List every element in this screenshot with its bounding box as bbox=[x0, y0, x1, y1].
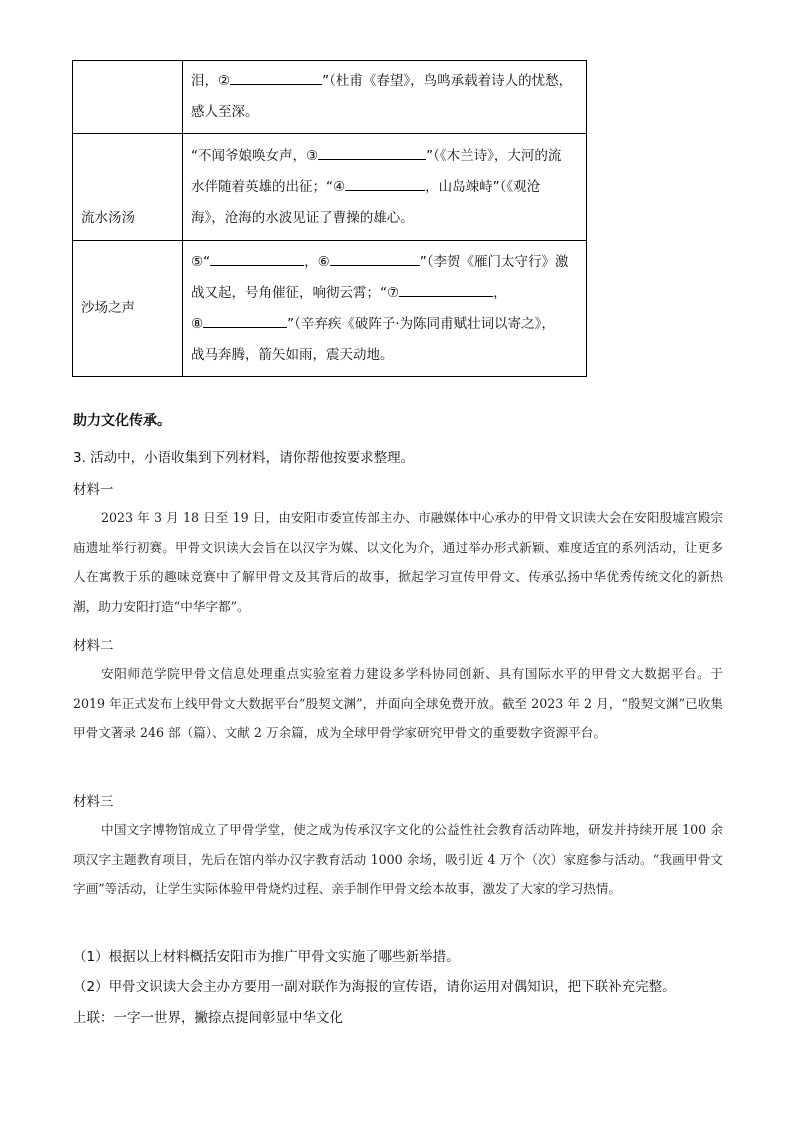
material-3-text: 中国文字博物馆成立了甲骨学堂，使之成为传承汉字文化的公益性社会教育活动阵地，研发并持续开展 100 余项汉字主题教育项目，先后在馆内举办汉字教育活动 1000 余场，吸引近 4 万个（次）家庭参与活动。“我画甲骨文字画”等活动，让学生实际体验甲骨烧灼过程、亲手制作甲骨文绘本故事，激发了大家的学习热情。 bbox=[73, 822, 723, 896]
answer-blank-3[interactable] bbox=[318, 145, 426, 160]
answer-blank-4[interactable] bbox=[345, 176, 425, 191]
answer-blank-8[interactable] bbox=[203, 313, 287, 328]
table-row bbox=[73, 61, 587, 134]
content-cell: 泪，② ”（杜甫《春望》，鸟鸣承载着诗人的忧愁， 感人至深。 bbox=[183, 61, 587, 134]
poem-table bbox=[72, 60, 587, 377]
answer-blank-5[interactable] bbox=[210, 251, 304, 266]
answer-blank-7[interactable] bbox=[399, 282, 493, 297]
table-row bbox=[73, 134, 587, 241]
material-3-label: 材料三 bbox=[73, 794, 114, 810]
question-3: 3. 活动中，小语收集到下列材料，请你帮他按要求整理。 bbox=[73, 450, 415, 466]
theme-cell: 沙场之声 bbox=[73, 241, 183, 377]
sub-question-2: （2）甲骨文识读大会主办方要用一副对联作为海报的宣传语，请你运用对偶知识，把下联补充完整。 bbox=[73, 979, 676, 995]
material-1-text: 2023 年 3 月 18 日至 19 日，由安阳市委宣传部主办、市融媒体中心承办的甲骨文识读大会在安阳殷墟宫殿宗庙遗址举行初赛。甲骨文识读大会旨在以汉字为媒、以文化为介，通过举办形式新颖、难度适宜的系列活动，让更多人在寓教于乐的趣味竞赛中了解甲骨文及其背后的故事，掀起学习宣传甲骨文、传承弘扬中华优秀传统文化的新热潮，助力安阳打造“中华字都”。 bbox=[73, 510, 723, 614]
section-title: 助力文化传承。 bbox=[73, 413, 171, 429]
material-2-label: 材料二 bbox=[73, 638, 114, 654]
theme-cell: 流水汤汤 bbox=[73, 134, 183, 241]
theme-cell bbox=[73, 61, 183, 134]
answer-blank-2[interactable] bbox=[230, 70, 322, 85]
answer-blank-6[interactable] bbox=[330, 251, 420, 266]
couplet-upper: 上联：一字一世界，撇捺点提间彰显中华文化 bbox=[73, 1010, 343, 1026]
sub-question-1: （1）根据以上材料概括安阳市为推广甲骨文实施了哪些新举措。 bbox=[73, 949, 460, 965]
table-row bbox=[73, 241, 587, 377]
material-2-text: 安阳师范学院甲骨文信息处理重点实验室着力建设多学科协同创新、具有国际水平的甲骨文大数据平台。于 2019 年正式发布上线甲骨文大数据平台“殷契文渊”，并面向全球免费开放。截至 2023 年 2 月，“殷契文渊”已收集甲骨文著录 246 部（篇）、文献 2 万余篇，成为全球甲骨学家研究甲骨文的重要数字资源平台。 bbox=[73, 666, 723, 740]
material-1-label: 材料一 bbox=[73, 482, 114, 498]
content-cell: ⑤“ ，⑥ ”（李贺《雁门太守行》激 战又起，号角催征，响彻云霄；“⑦ ， ⑧ ”（辛弃疾《破阵子·为陈同甫赋壮词以寄之》， 战马奔腾，箭矢如雨，震天动地。 bbox=[183, 241, 587, 377]
content-cell: “不闻爷娘唤女声，③ ”（《木兰诗》，大河的流 水伴随着英雄的出征；“④ ，山岛竦峙”（《观沧 海》，沧海的水波见证了曹操的雄心。 bbox=[183, 134, 587, 241]
